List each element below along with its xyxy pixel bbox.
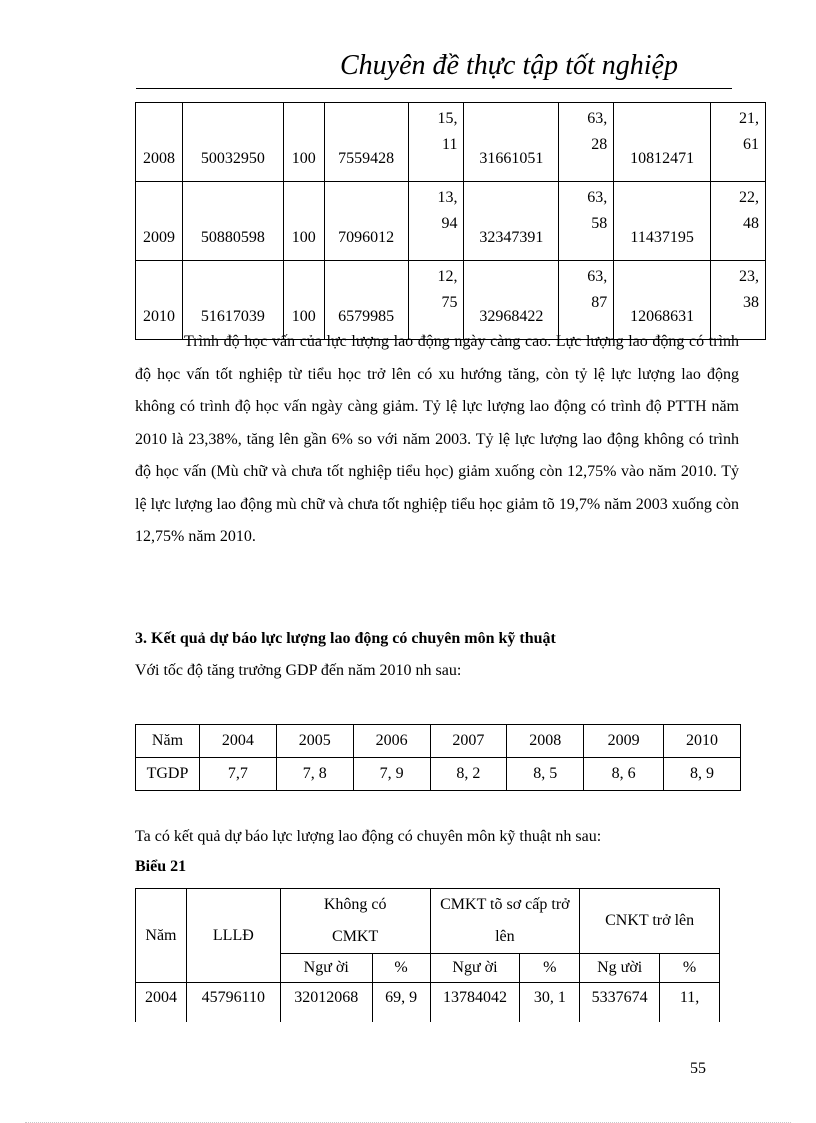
table-cell (408, 103, 464, 182)
table-row (136, 725, 741, 758)
cell-value-top: 13, (437, 189, 458, 206)
cell-value-bottom: 87 (591, 294, 608, 311)
table-cell (559, 182, 614, 261)
table-cell: 45796110 (186, 983, 280, 1023)
table-subheader-cell: Ngư ời (280, 954, 372, 983)
table-header-cell: 2009 (584, 725, 664, 758)
cell-value: 2010 (142, 308, 175, 325)
table-cell: 8, 2 (430, 758, 507, 791)
cell-value: 50032950 (200, 150, 265, 167)
table-cell (464, 182, 559, 261)
header-llld: LLLĐ (186, 889, 280, 983)
table-cell: 8, 9 (664, 758, 741, 791)
table-cell (283, 182, 324, 261)
table-header-cell: 2010 (664, 725, 741, 758)
table-cell (324, 182, 408, 261)
table-row (136, 182, 766, 261)
forecast-intro-text: Ta có kết quả dự báo lực lượng lao động có chuyên môn kỹ thuật nh sau: (135, 828, 602, 845)
cell-value: 32968422 (479, 308, 544, 325)
cell-value-top: 22, (739, 189, 759, 206)
cell-value: 100 (291, 150, 316, 167)
cell-value-top: 15, (437, 110, 458, 127)
table-cell (136, 103, 183, 182)
table-row (136, 103, 766, 182)
table-cell: 30, 1 (520, 983, 580, 1023)
table-subheader-cell: Ngư ời (430, 954, 520, 983)
cell-value: 32347391 (479, 229, 544, 246)
table-bieu-21 (135, 888, 720, 1022)
table-cell (408, 182, 464, 261)
cell-value: 51617039 (200, 308, 265, 325)
page-number: 55 (690, 1060, 706, 1077)
cell-value: 7559428 (338, 150, 395, 167)
table-cell: 13784042 (430, 983, 520, 1023)
table-header-cell: 2007 (430, 725, 507, 758)
table-subheader-cell: % (372, 954, 430, 983)
header-nam: Năm (136, 889, 187, 983)
gdp-intro-text: Với tốc độ tăng trưởng GDP đến năm 2010 nh sau: (135, 662, 462, 679)
cell-value-bottom: 75 (441, 294, 458, 311)
table-cell: 32012068 (280, 983, 372, 1023)
cell-value-top: 12, (437, 268, 458, 285)
table-caption: Biểu 21 (135, 858, 187, 875)
table-cell (711, 103, 766, 182)
table-cell: 7,7 (199, 758, 276, 791)
table-cell: 5337674 (580, 983, 660, 1023)
table-row (136, 758, 741, 791)
table-header-cell: 2005 (276, 725, 353, 758)
table-gdp-growth (135, 724, 741, 791)
cell-value-bottom: 94 (441, 215, 458, 232)
cell-value-top: 63, (587, 110, 608, 127)
cell-value: 31661051 (479, 150, 544, 167)
cell-value: 100 (291, 229, 316, 246)
table-labor-education-continued (135, 102, 766, 340)
cell-value: 100 (291, 308, 316, 325)
table-subheader-cell: % (520, 954, 580, 983)
cell-value: 2009 (142, 229, 175, 246)
cell-value-top: 63, (587, 268, 608, 285)
table-cell: 8, 6 (584, 758, 664, 791)
cell-value-top: 23, (739, 268, 759, 285)
table-cell (136, 182, 183, 261)
table-cell (614, 103, 711, 182)
table-cell (324, 103, 408, 182)
table-header-cell: Năm (136, 725, 200, 758)
header-cmkt-so-cap: CMKT tõ sơ cấp trở lên (430, 889, 580, 954)
cell-value-top: 21, (739, 110, 759, 127)
cell-value: 10812471 (630, 150, 695, 167)
header-rule (136, 88, 732, 89)
cell-value-bottom: 28 (591, 136, 608, 153)
cell-value-bottom: 61 (743, 136, 759, 153)
cell-value-top: 63, (587, 189, 608, 206)
cell-value: 50880598 (200, 229, 265, 246)
table-header-cell: 2006 (353, 725, 430, 758)
education-paragraph (135, 326, 739, 554)
table-cell: 8, 5 (507, 758, 584, 791)
cell-value: 2008 (142, 150, 175, 167)
table-cell: 7, 8 (276, 758, 353, 791)
table-cell: 69, 9 (372, 983, 430, 1023)
table-row (136, 983, 720, 1023)
page-header-title: Chuyên đề thực tập tốt nghiệp (340, 50, 678, 81)
cell-value-bottom: 48 (743, 215, 759, 232)
table-cell: 11, (660, 983, 720, 1023)
cell-value: 12068631 (630, 308, 695, 325)
table-subheader-cell: % (660, 954, 720, 983)
table-cell (711, 182, 766, 261)
table-cell (182, 103, 283, 182)
table-cell (182, 182, 283, 261)
table-header-row (136, 889, 720, 954)
table-cell: TGDP (136, 758, 200, 791)
table-cell (614, 182, 711, 261)
section-heading: 3. Kết quả dự báo lực lượng lao động có chuyên môn kỹ thuật (135, 630, 556, 647)
cell-value: 11437195 (630, 229, 694, 246)
cell-value-bottom: 11 (442, 136, 458, 153)
table-cell: 7, 9 (353, 758, 430, 791)
cell-value: 6579985 (338, 308, 395, 325)
table-cell (559, 103, 614, 182)
cell-value-bottom: 38 (743, 294, 759, 311)
header-cnkt: CNKT trở lên (580, 889, 720, 954)
table-subheader-cell: Ng ười (580, 954, 660, 983)
table-header-cell: 2008 (507, 725, 584, 758)
table-cell: 2004 (136, 983, 187, 1023)
cell-value: 7096012 (338, 229, 395, 246)
paragraph-text: Trình độ học vấn của lực lượng lao động ngày càng cao. Lực lượng lao động có trình độ học vấn tốt nghiệp từ tiểu học trở lên có xu hướng tăng, còn tỷ lệ lực lượng lao động không có trình độ học vấn ngày càng giảm. Tỷ lệ lực lượng lao động có trình độ PTTH năm 2010 là 23,38%, tăng lên gần 6% so với năm 2003. Tỷ lệ lực lượng lao động không có trình độ học vấn (Mù chữ và chưa tốt nghiệp tiểu học) giảm xuống còn 12,75% vào năm 2010. Tỷ lệ lực lượng lao động mù chữ và chưa tốt nghiệp tiểu học giảm tõ 19,7% năm 2003 xuống còn 12,75% năm 2010. (135, 333, 739, 545)
table-cell (283, 103, 324, 182)
table-cell (464, 103, 559, 182)
cell-value-bottom: 58 (591, 215, 608, 232)
header-khong-cmkt: Không có CMKT (280, 889, 430, 954)
table-header-cell: 2004 (199, 725, 276, 758)
